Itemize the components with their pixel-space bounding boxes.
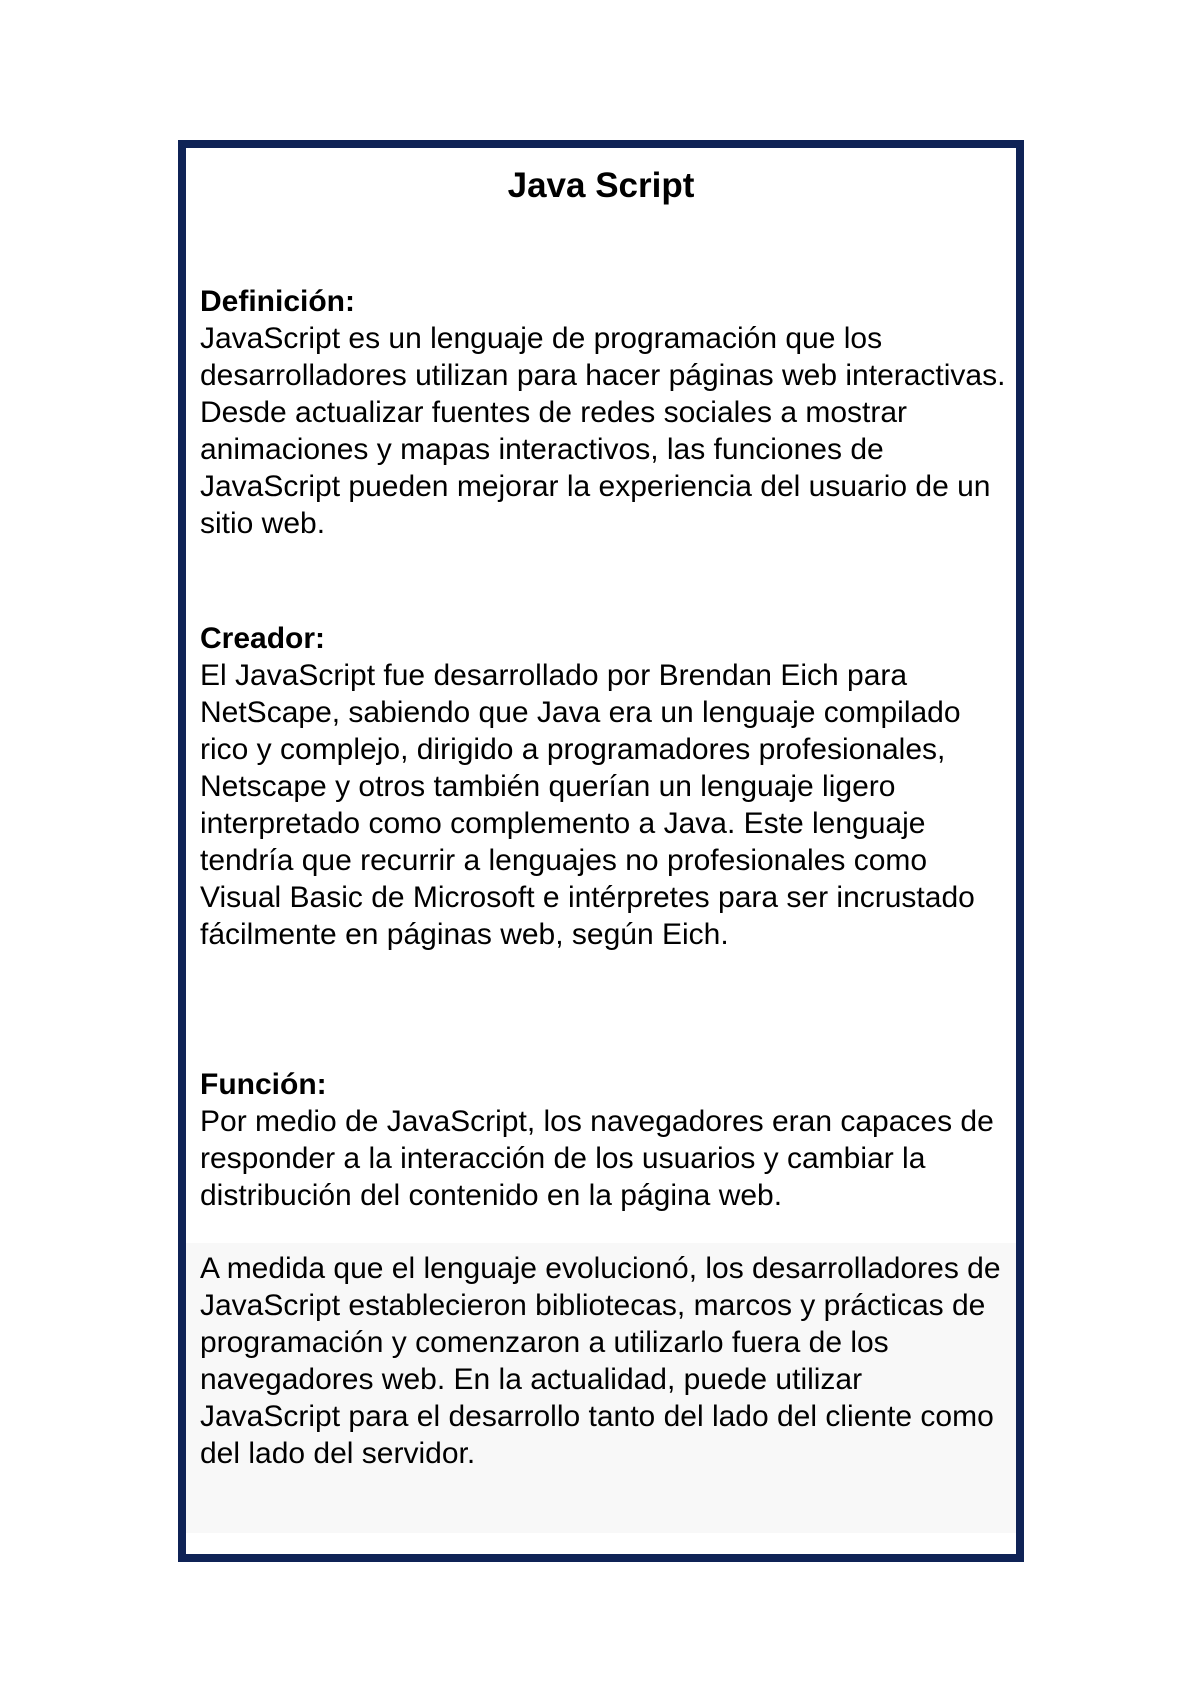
section-heading-creador: Creador:	[200, 622, 326, 655]
section-definicion	[200, 283, 1006, 542]
section-body-evolucion: A medida que el lenguaje evolucionó, los desarrolladores de JavaScript establecieron bibliotecas, marcos y prácticas de programación y comenzaron a utilizarlo fuera de los navegadores web. En la actualidad, puede utilizar JavaScript para el desarrollo tanto del lado del cliente como del lado del servidor.	[200, 1252, 1001, 1470]
section-body-funcion: Por medio de JavaScript, los navegadores eran capaces de responder a la interacción de los usuarios y cambiar la distribución del contenido en la página web.	[200, 1105, 994, 1212]
document-card	[178, 140, 1024, 1562]
section-heading-definicion: Definición:	[200, 285, 355, 318]
section-heading-funcion: Función:	[200, 1068, 327, 1101]
section-funcion	[200, 1066, 1006, 1214]
section-evolucion	[200, 1250, 1006, 1472]
section-creador	[200, 620, 1006, 953]
section-body-creador: El JavaScript fue desarrollado por Brendan Eich para NetScape, sabiendo que Java era un lenguaje compilado rico y complejo, dirigido a programadores profesionales, Netscape y otros también querían un lenguaje ligero interpretado como complemento a Java. Este lenguaje tendría que recurrir a lenguajes no profesionales como Visual Basic de Microsoft e intérpretes para ser incrustado fácilmente en páginas web, según Eich.	[200, 659, 975, 951]
section-body-definicion: JavaScript es un lenguaje de programación que los desarrolladores utilizan para hacer páginas web interactivas. Desde actualizar fuentes de redes sociales a mostrar animaciones y mapas interactivos, las funciones de JavaScript pueden mejorar la experiencia del usuario de un sitio web.	[200, 322, 1006, 540]
document-title: Java Script	[507, 166, 695, 205]
